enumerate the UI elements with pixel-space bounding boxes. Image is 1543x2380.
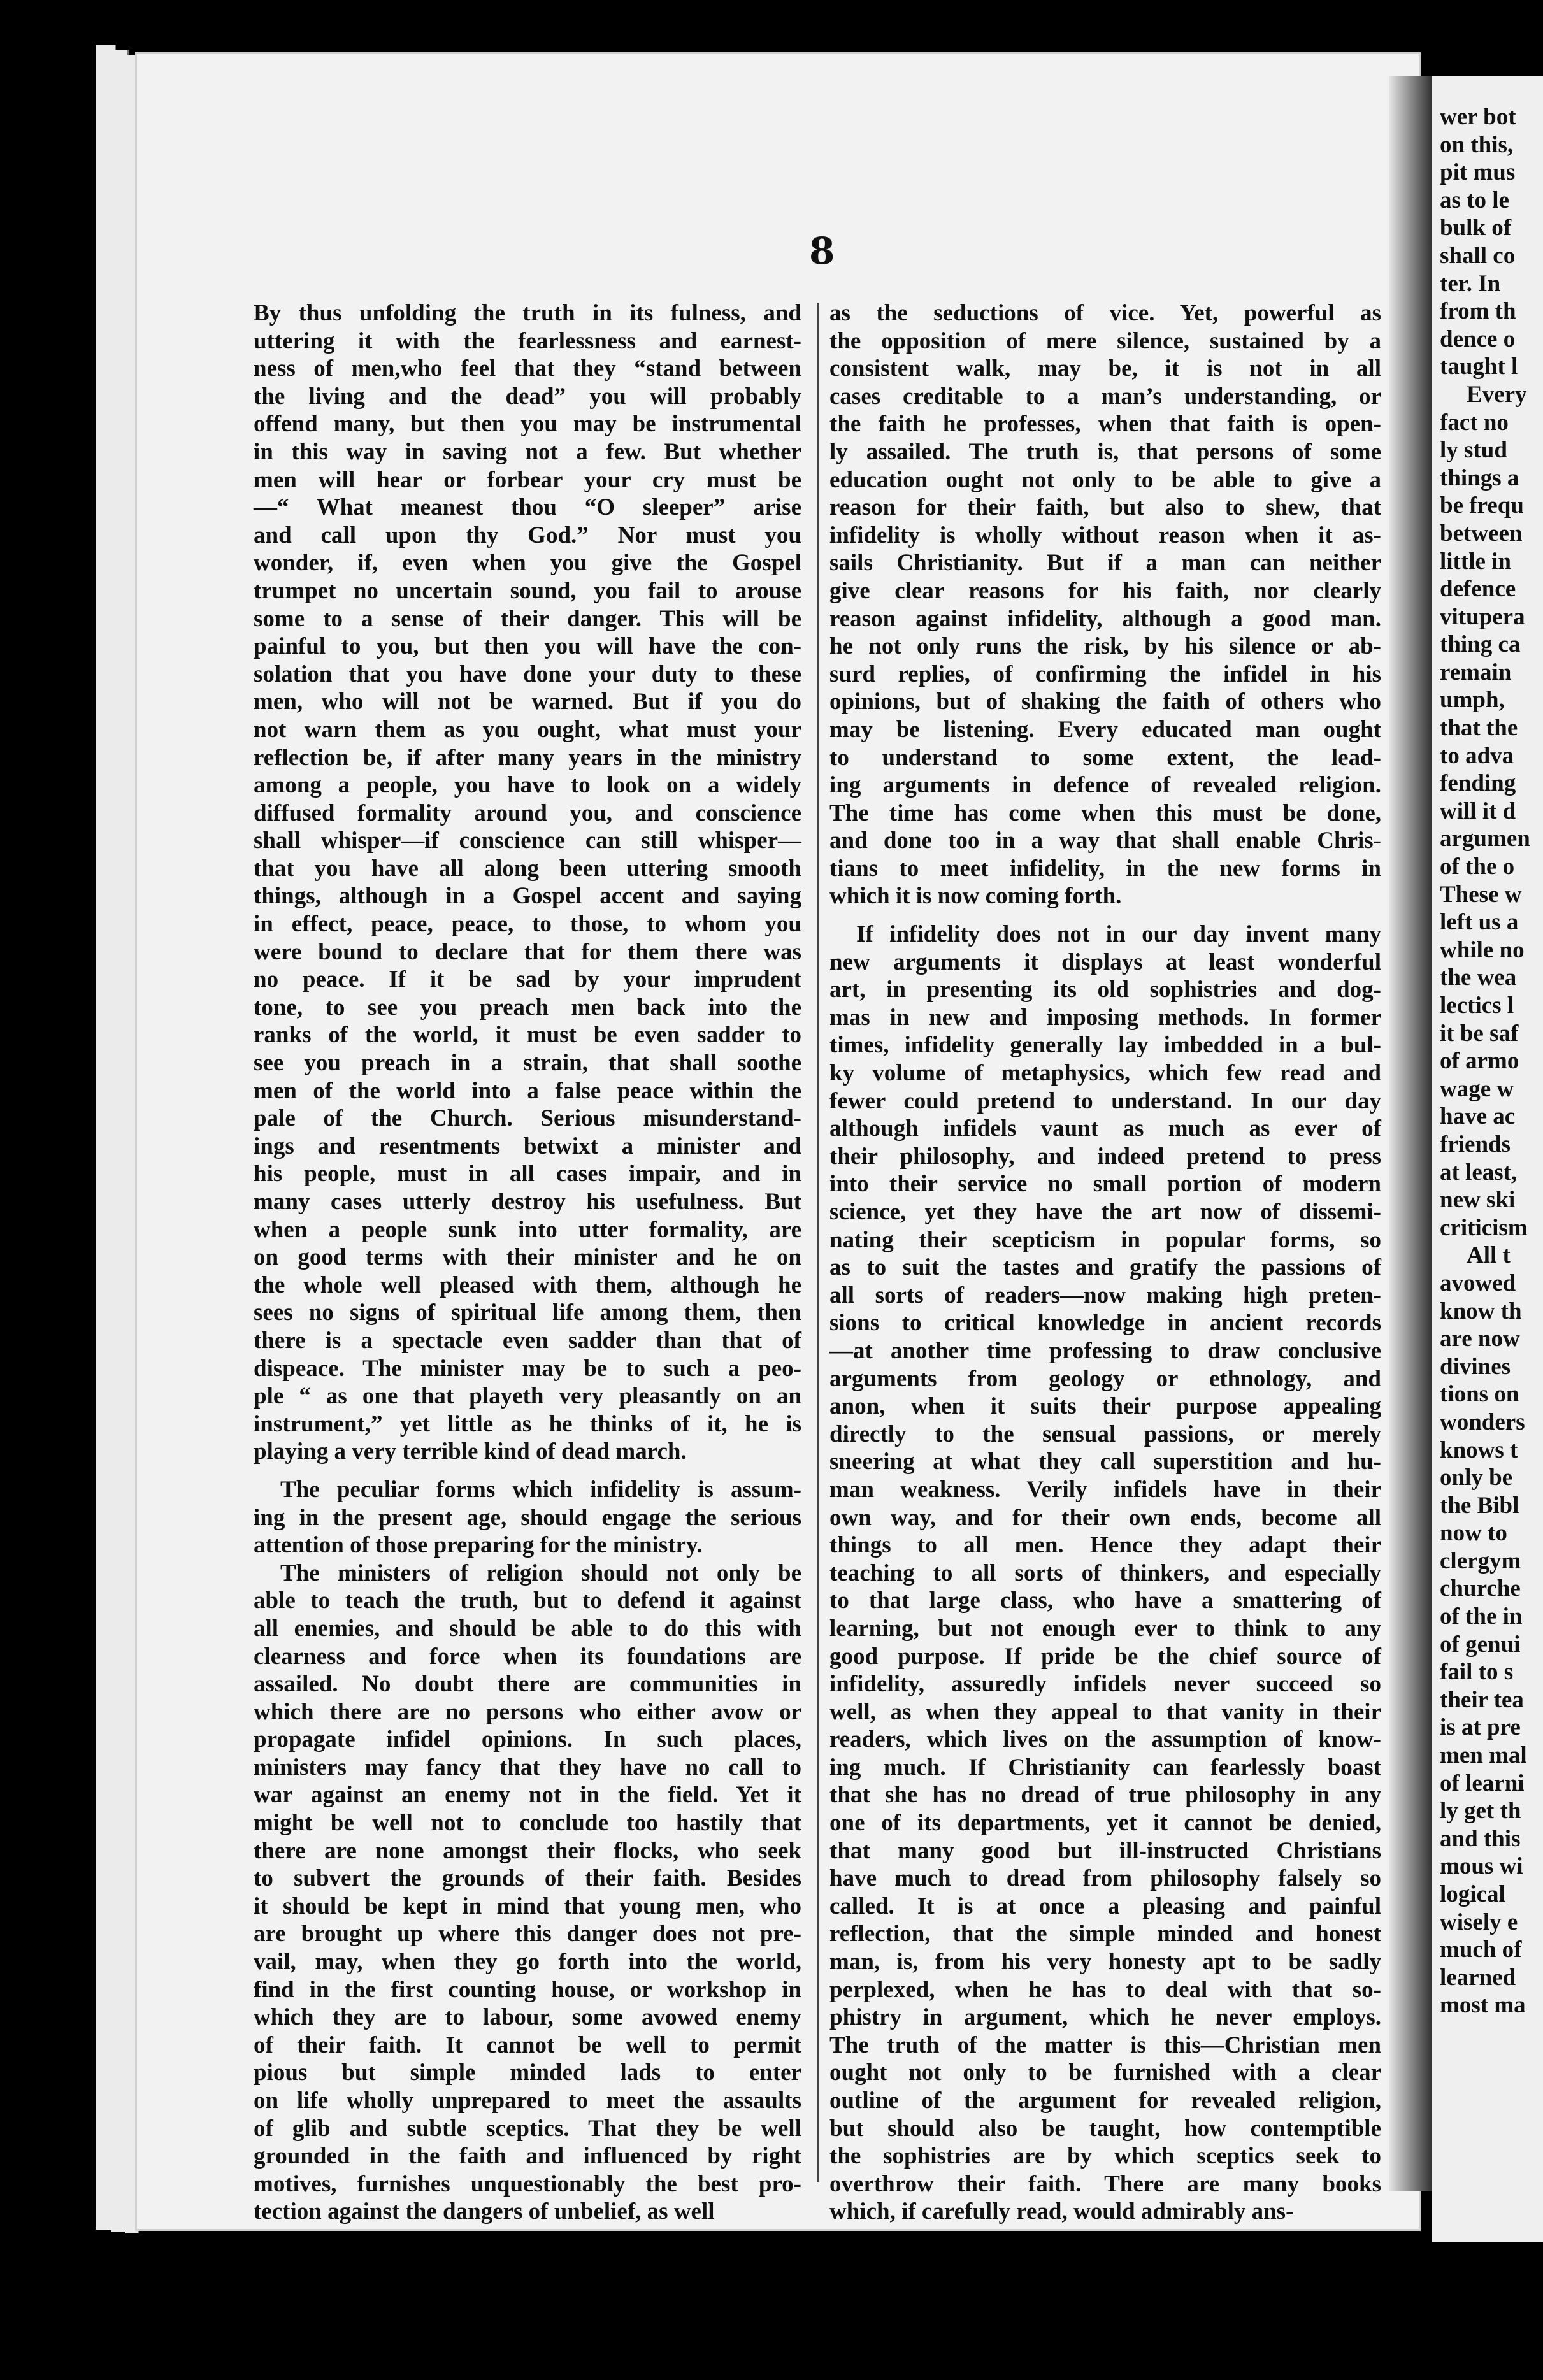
text-line: sneering at what they call superstition and hu-	[829, 1449, 1381, 1475]
text-line: anon, when it suits their purpose appealing	[829, 1393, 1381, 1420]
text-line: on good terms with their minister and he on	[254, 1244, 801, 1271]
facing-text-fragment: mous wi	[1440, 1853, 1523, 1880]
text-line: see you preach in a strain, that shall soothe	[254, 1050, 801, 1077]
text-line: that you have all along been uttering smooth	[254, 855, 801, 882]
text-line: no peace. If it be sad by your imprudent	[254, 966, 801, 993]
facing-text-fragment: will it d	[1440, 798, 1516, 824]
text-line: diffused formality around you, and conscience	[254, 799, 801, 826]
book-gutter	[1389, 76, 1433, 2191]
facing-text-fragment: have ac	[1440, 1103, 1516, 1130]
text-line: The ministers of religion should not only be	[280, 1559, 801, 1586]
facing-text-fragment: left us a	[1440, 909, 1519, 936]
text-line: men of the world into a false peace within the	[254, 1077, 801, 1104]
text-line: although infidels vaunt as much as ever of	[829, 1115, 1381, 1142]
text-line: are brought up where this danger does not pre-	[254, 1921, 801, 1947]
text-line: the living and the dead” you will probably	[254, 383, 801, 410]
text-line: painful to you, but then you will have the con-	[254, 633, 801, 660]
text-line: ministers may fancy that they have no call to	[254, 1754, 801, 1781]
facing-text-fragment: fact no	[1440, 409, 1509, 436]
facing-text-fragment: thing ca	[1440, 631, 1521, 658]
text-line: war against an enemy not in the field. Yet it	[254, 1782, 801, 1809]
text-line: pale of the Church. Serious misunderstand-	[254, 1105, 801, 1132]
text-line: The truth of the matter is this—Christian men	[829, 2032, 1381, 2058]
text-line: readers, which lives on the assumption of know-	[829, 1726, 1381, 1753]
facing-text-fragment: is at pre	[1440, 1714, 1521, 1741]
text-line: ple “ as one that playeth very pleasantly on an	[254, 1383, 801, 1410]
text-line: have much to dread from philosophy falsely so	[829, 1865, 1381, 1892]
facing-text-fragment: These w	[1440, 881, 1522, 908]
text-line: ing in the present age, should engage the serious	[254, 1504, 801, 1531]
text-line: of their faith. It cannot be well to permit	[254, 2032, 801, 2058]
facing-text-fragment: are now	[1440, 1326, 1520, 1352]
facing-text-fragment: ter. In	[1440, 270, 1501, 297]
text-line: tone, to see you preach men back into the	[254, 994, 801, 1021]
facing-text-fragment: most ma	[1440, 1992, 1526, 2019]
text-line: reflection be, if after many years in the ministry	[254, 744, 801, 771]
facing-text-fragment: All t	[1467, 1242, 1511, 1269]
text-line: arguments from geology or ethnology, and	[829, 1365, 1381, 1392]
text-line: tection against the dangers of unbelief, as well	[254, 2198, 715, 2225]
facing-text-fragment: pit mus	[1440, 159, 1516, 186]
text-line: ranks of the world, it must be even sadder to	[254, 1022, 801, 1049]
text-line: on life wholly unprepared to meet the assaults	[254, 2088, 801, 2114]
text-line: phistry in argument, which he never employs.	[829, 2004, 1381, 2031]
text-line: ly assailed. The truth is, that persons of some	[829, 438, 1381, 465]
facing-text-fragment: of genui	[1440, 1631, 1521, 1658]
facing-text-fragment: vitupera	[1440, 603, 1525, 630]
facing-text-fragment: remain	[1440, 659, 1512, 685]
text-line: called. It is at once a pleasing and painful	[829, 1893, 1381, 1919]
facing-text-fragment: wisely e	[1440, 1909, 1518, 1935]
facing-text-fragment: know th	[1440, 1298, 1522, 1324]
text-line: tians to meet infidelity, in the new forms in	[829, 855, 1381, 882]
text-line: —“ What meanest thou “O sleeper” arise	[254, 494, 801, 521]
facing-text-fragment: ly stud	[1440, 437, 1507, 464]
text-line: art, in presenting its old sophistries and dog-	[829, 977, 1381, 1003]
text-line: infidelity is wholly without reason when it as-	[829, 522, 1381, 548]
facing-text-fragment: ly get th	[1440, 1798, 1521, 1824]
text-line: but should also be taught, how contemptible	[829, 2115, 1381, 2142]
text-line: it should be kept in mind that young men, who	[254, 1893, 801, 1919]
text-line: ing arguments in defence of revealed religion.	[829, 772, 1381, 799]
text-line: infidelity, assuredly infidels never succeed so	[829, 1671, 1381, 1698]
facing-text-fragment: tions on	[1440, 1381, 1519, 1408]
text-line: all sorts of readers—now making high preten-	[829, 1282, 1381, 1308]
text-line: when a people sunk into utter formality, are	[254, 1216, 801, 1243]
facing-text-fragment: now to	[1440, 1520, 1507, 1547]
text-line: and done too in a way that shall enable Chris-	[829, 828, 1381, 854]
text-line: directly to the sensual passions, or merely	[829, 1421, 1381, 1447]
facing-text-fragment: at least,	[1440, 1159, 1518, 1186]
text-line: which there are no persons who either avow or	[254, 1698, 801, 1725]
text-line: propagate infidel opinions. In such places,	[254, 1726, 801, 1753]
text-line: as to suit the tastes and gratify the passions of	[829, 1254, 1381, 1281]
text-line: vail, may, when they go forth into the world,	[254, 1949, 801, 1975]
facing-text-fragment: to adva	[1440, 742, 1514, 769]
facing-text-fragment: much of	[1440, 1937, 1522, 1963]
text-line: nating their scepticism in popular forms, so	[829, 1226, 1381, 1253]
text-line: shall whisper—if conscience can still whisper—	[254, 828, 801, 854]
text-line: his people, must in all cases impair, and in	[254, 1161, 801, 1187]
text-line: playing a very terrible kind of dead march.	[254, 1438, 687, 1465]
facing-text-fragment: the wea	[1440, 964, 1517, 991]
text-line: cases creditable to a man’s understanding, or	[829, 383, 1381, 410]
text-line: things, although in a Gospel accent and saying	[254, 883, 801, 910]
facing-text-fragment: from th	[1440, 298, 1516, 325]
text-line: give clear reasons for his faith, nor clearly	[829, 577, 1381, 604]
text-line: ness of men,who feel that they “stand between	[254, 355, 801, 382]
right-text-column	[829, 299, 1381, 2226]
text-line: overthrow their faith. There are many books	[829, 2170, 1381, 2197]
text-line: to that large class, who have a smattering of	[829, 1588, 1381, 1614]
text-line: sails Christianity. But if a man can neither	[829, 550, 1381, 577]
facing-text-fragment: fending	[1440, 770, 1516, 797]
text-line: motives, furnishes unquestionably the best pro-	[254, 2170, 801, 2197]
text-line: in this way in saving not a few. But whether	[254, 438, 801, 465]
text-line: mas in new and imposing methods. In former	[829, 1004, 1381, 1031]
text-line: able to teach the truth, but to defend it against	[254, 1588, 801, 1614]
facing-text-fragment: avowed	[1440, 1270, 1516, 1296]
text-line: reflection, that the simple minded and honest	[829, 1921, 1381, 1947]
text-line: dispeace. The minister may be to such a peo-	[254, 1355, 801, 1382]
facing-text-fragment: the Bibl	[1440, 1492, 1519, 1519]
column-divider	[817, 303, 819, 2182]
text-line: outline of the argument for revealed religion,	[829, 2088, 1381, 2114]
text-line: that she has no dread of true philosophy in any	[829, 1782, 1381, 1809]
text-line: he not only runs the risk, by his silence or ab-	[829, 633, 1381, 660]
text-line: attention of those preparing for the ministry.	[254, 1532, 703, 1559]
facing-text-fragment: wonders	[1440, 1409, 1525, 1435]
text-line: in effect, peace, peace, to those, to whom you	[254, 911, 801, 938]
text-line: trumpet no uncertain sound, you fail to arouse	[254, 577, 801, 604]
text-line: opinions, but of shaking the faith of others who	[829, 689, 1381, 715]
facing-text-fragment: defence	[1440, 576, 1516, 603]
text-line: one of its departments, yet it cannot be denied,	[829, 1810, 1381, 1837]
facing-text-fragment: wer bot	[1440, 104, 1516, 130]
text-line: ky volume of metaphysics, which few read and	[829, 1060, 1381, 1087]
text-line: sions to critical knowledge in ancient records	[829, 1310, 1381, 1337]
facing-text-fragment: logical	[1440, 1881, 1505, 1907]
facing-text-fragment: of armo	[1440, 1048, 1519, 1075]
text-line: consistent walk, may be, it is not in all	[829, 355, 1381, 382]
text-line: new arguments it displays at least wonderful	[829, 949, 1381, 975]
facing-text-fragment: only be	[1440, 1465, 1513, 1491]
text-line: find in the first counting house, or workshop in	[254, 1976, 801, 2003]
facing-text-fragment: Every	[1467, 381, 1527, 408]
text-line: ings and resentments betwixt a minister and	[254, 1133, 801, 1159]
text-line: grounded in the faith and influenced by right	[254, 2143, 801, 2170]
facing-text-fragment: that the	[1440, 715, 1518, 742]
facing-text-fragment: argumen	[1440, 826, 1530, 852]
text-line: many cases utterly destroy his usefulness. But	[254, 1189, 801, 1215]
text-line: instrument,” yet little as he thinks of it, he is	[254, 1410, 801, 1437]
text-line: the faith he professes, when that faith is open-	[829, 411, 1381, 438]
text-line: surd replies, of confirming the infidel in his	[829, 661, 1381, 687]
facing-text-fragment: fail to s	[1440, 1659, 1514, 1686]
text-line: By thus unfolding the truth in its fulness, and	[254, 300, 801, 326]
facing-text-fragment: men mal	[1440, 1742, 1527, 1769]
facing-text-fragment: divines	[1440, 1353, 1511, 1380]
text-line: reason against infidelity, although a good man.	[829, 605, 1381, 632]
text-line: man weakness. Verily infidels have in their	[829, 1476, 1381, 1503]
text-line: all enemies, and should be able to do this with	[254, 1615, 801, 1642]
facing-text-fragment: umph,	[1440, 687, 1505, 713]
facing-text-fragment: of learni	[1440, 1770, 1525, 1796]
facing-text-fragment: criticism	[1440, 1214, 1528, 1241]
facing-text-fragment: between	[1440, 520, 1523, 547]
text-line: things to all men. Hence they adapt their	[829, 1532, 1381, 1559]
text-line: which it is now coming forth.	[829, 883, 1122, 910]
facing-text-fragment: lectics l	[1440, 993, 1514, 1019]
text-line: —at another time professing to draw conclusive	[829, 1337, 1381, 1364]
text-line: men will hear or forbear your cry must be	[254, 466, 801, 493]
text-line: teaching to all sorts of thinkers, and especially	[829, 1559, 1381, 1586]
text-line: The peculiar forms which infidelity is assum-	[280, 1476, 801, 1503]
facing-text-fragment: it be saf	[1440, 1020, 1519, 1047]
text-line: may be listening. Every educated man ought	[829, 716, 1381, 743]
facing-text-fragment: on this,	[1440, 131, 1514, 158]
text-line: wonder, if, even when you give the Gospel	[254, 550, 801, 577]
text-line: to understand to some extent, the lead-	[829, 744, 1381, 771]
facing-text-fragment: and this	[1440, 1825, 1521, 1852]
facing-text-fragment: knows t	[1440, 1437, 1518, 1463]
text-line: solation that you have done your duty to these	[254, 661, 801, 687]
text-line: science, yet they have the art now of dissemi-	[829, 1199, 1381, 1225]
text-line: well, as when they appeal to that vanity in their	[829, 1698, 1381, 1725]
facing-text-fragment: bulk of	[1440, 215, 1512, 241]
facing-text-fragment: clergym	[1440, 1547, 1521, 1574]
text-line: the sophistries are by which sceptics seek to	[829, 2143, 1381, 2170]
text-line: were bound to declare that for them there was	[254, 938, 801, 965]
facing-text-fragment: their tea	[1440, 1686, 1524, 1713]
text-line: into their service no small portion of modern	[829, 1171, 1381, 1198]
text-line: learning, but not enough ever to think to any	[829, 1615, 1381, 1642]
text-line: reason for their faith, but also to shew, that	[829, 494, 1381, 521]
facing-text-fragment: new ski	[1440, 1187, 1516, 1214]
text-line: the whole well pleased with them, although he	[254, 1272, 801, 1298]
text-line: among a people, you have to look on a widely	[254, 772, 801, 799]
facing-text-fragment: little in	[1440, 548, 1512, 575]
text-line: sees no signs of spiritual life among them, then	[254, 1300, 801, 1326]
text-line: there is a spectacle even sadder than that of	[254, 1327, 801, 1354]
text-line: pious but simple minded lads to enter	[254, 2060, 801, 2086]
page-number: 8	[809, 229, 835, 273]
text-line: offend many, but then you may be instrumental	[254, 411, 801, 438]
text-line: which, if carefully read, would admirably ans-	[829, 2198, 1294, 2225]
text-line: good purpose. If pride be the chief source of	[829, 1643, 1381, 1670]
facing-text-fragment: while no	[1440, 936, 1525, 963]
text-line: The time has come when this must be done,	[829, 799, 1381, 826]
facing-text-fragment: of the in	[1440, 1603, 1523, 1630]
facing-text-fragment: dence o	[1440, 326, 1516, 352]
text-line: assailed. No doubt there are communities in	[254, 1671, 801, 1698]
facing-text-fragment: churche	[1440, 1575, 1521, 1602]
text-line: might be well not to conclude too hastily that	[254, 1810, 801, 1837]
facing-text-fragment: taught l	[1440, 354, 1518, 380]
text-line: which they are to labour, some avowed enemy	[254, 2004, 801, 2031]
facing-text-fragment: of the o	[1440, 854, 1515, 880]
text-line: to subvert the grounds of their faith. Besides	[254, 1865, 801, 1892]
text-line: there are none amongst their flocks, who seek	[254, 1837, 801, 1864]
text-line: not warn them as you ought, what must your	[254, 716, 801, 743]
text-line: as the seductions of vice. Yet, powerful as	[829, 300, 1381, 326]
text-line: and call upon thy God.” Nor must you	[254, 522, 801, 548]
facing-page-text	[1440, 103, 1543, 2019]
text-line: of glib and subtle sceptics. That they be well	[254, 2115, 801, 2142]
facing-text-fragment: as to le	[1440, 187, 1509, 213]
text-line: ought not only to be furnished with a clear	[829, 2060, 1381, 2086]
left-text-column	[254, 299, 801, 2226]
text-line: that many good but ill-instructed Christians	[829, 1837, 1381, 1864]
text-line: man, is, from his very honesty apt to be sadly	[829, 1949, 1381, 1975]
facing-text-fragment: wage w	[1440, 1075, 1514, 1102]
text-line: their philosophy, and indeed pretend to press	[829, 1143, 1381, 1170]
facing-text-fragment: friends	[1440, 1131, 1511, 1158]
facing-text-fragment: things a	[1440, 464, 1519, 491]
text-line: If infidelity does not in our day invent many	[856, 921, 1381, 948]
facing-text-fragment: be frequ	[1440, 492, 1524, 519]
facing-text-fragment: learned	[1440, 1964, 1516, 1991]
text-line: men, who will not be warned. But if you do	[254, 689, 801, 715]
text-line: clearness and force when its foundations are	[254, 1643, 801, 1670]
text-line: own way, and for their own ends, become all	[829, 1504, 1381, 1531]
text-line: some to a sense of their danger. This will be	[254, 605, 801, 632]
text-line: ing much. If Christianity can fearlessly boast	[829, 1754, 1381, 1781]
facing-text-fragment: shall co	[1440, 242, 1516, 269]
text-line: perplexed, when he has to deal with that so-	[829, 1976, 1381, 2003]
facing-page	[1432, 76, 1543, 2242]
text-line: times, infidelity generally lay imbedded in a bul-	[829, 1032, 1381, 1059]
text-line: education ought not only to be able to give a	[829, 466, 1381, 493]
text-line: the opposition of mere silence, sustained by a	[829, 327, 1381, 354]
text-line: fewer could pretend to understand. In our day	[829, 1087, 1381, 1114]
text-line: uttering it with the fearlessness and earnest-	[254, 327, 801, 354]
